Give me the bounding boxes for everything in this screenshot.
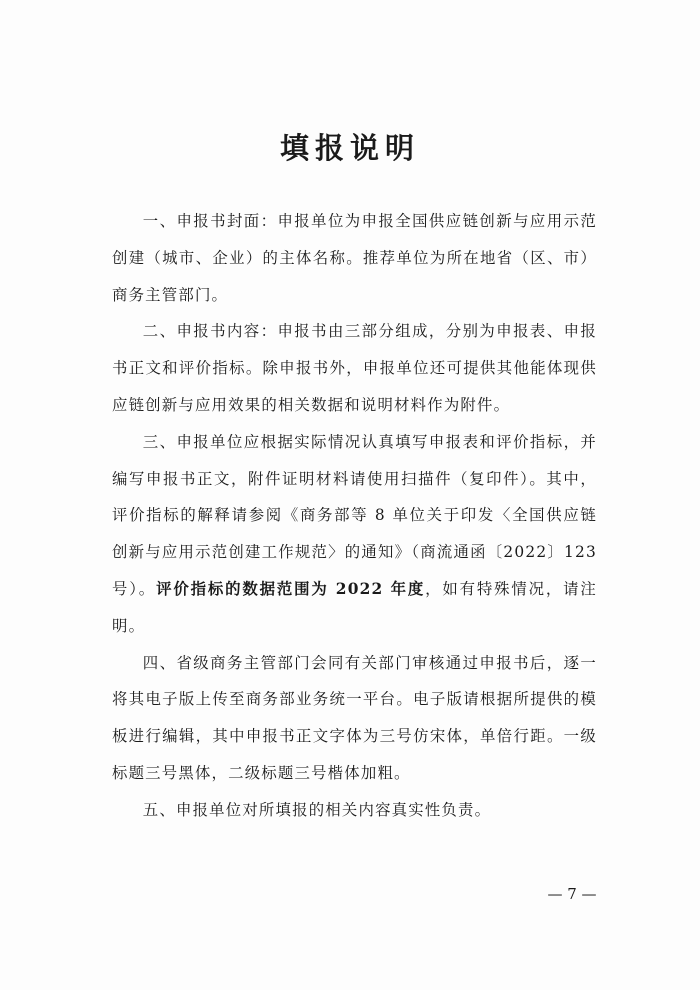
- paragraph-filling-bold: 评价指标的数据范围为 2022 年度: [156, 579, 426, 598]
- paragraph-filling-text: 三、申报单位应根据实际情况认真填写申报表和评价指标，并编写申报书正文，附件证明材料请使用扫描件（复印件）。其中，评价指标的解释请参阅《商务部等 8 单位关于印发〈全国供应链创新与应用示范创建工作规范〉的通知》（商流通函〔2022〕123 号）。: [112, 432, 597, 598]
- document-body: [112, 203, 597, 829]
- paragraph-upload: 四、省级商务主管部门会同有关部门审核通过申报书后，逐一将其电子版上传至商务部业务统一平台。电子版请根据所提供的模板进行编辑，其中申报书正文字体为三号仿宋体，单倍行距。一级标题三号黑体，二级标题三号楷体加粗。: [112, 653, 597, 782]
- paragraph-cover: 一、申报书封面：申报单位为申报全国供应链创新与应用示范创建（城市、企业）的主体名称。推荐单位为所在地省（区、市）商务主管部门。: [112, 212, 597, 304]
- paragraph-filling: [112, 424, 597, 645]
- paragraph-filling-tail: ，如有特殊情况，请注明。: [112, 579, 597, 635]
- paragraph-content: 二、申报书内容：申报书由三部分组成，分别为申报表、申报书正文和评价指标。除申报书外，申报单位还可提供其他能体现供应链创新与应用效果的相关数据和说明材料作为附件。: [112, 322, 597, 414]
- page-title: 填报说明: [279, 131, 420, 165]
- paragraph-responsibility: 五、申报单位对所填报的相关内容真实性负责。: [142, 800, 492, 819]
- page-number: — 7 —: [547, 885, 597, 903]
